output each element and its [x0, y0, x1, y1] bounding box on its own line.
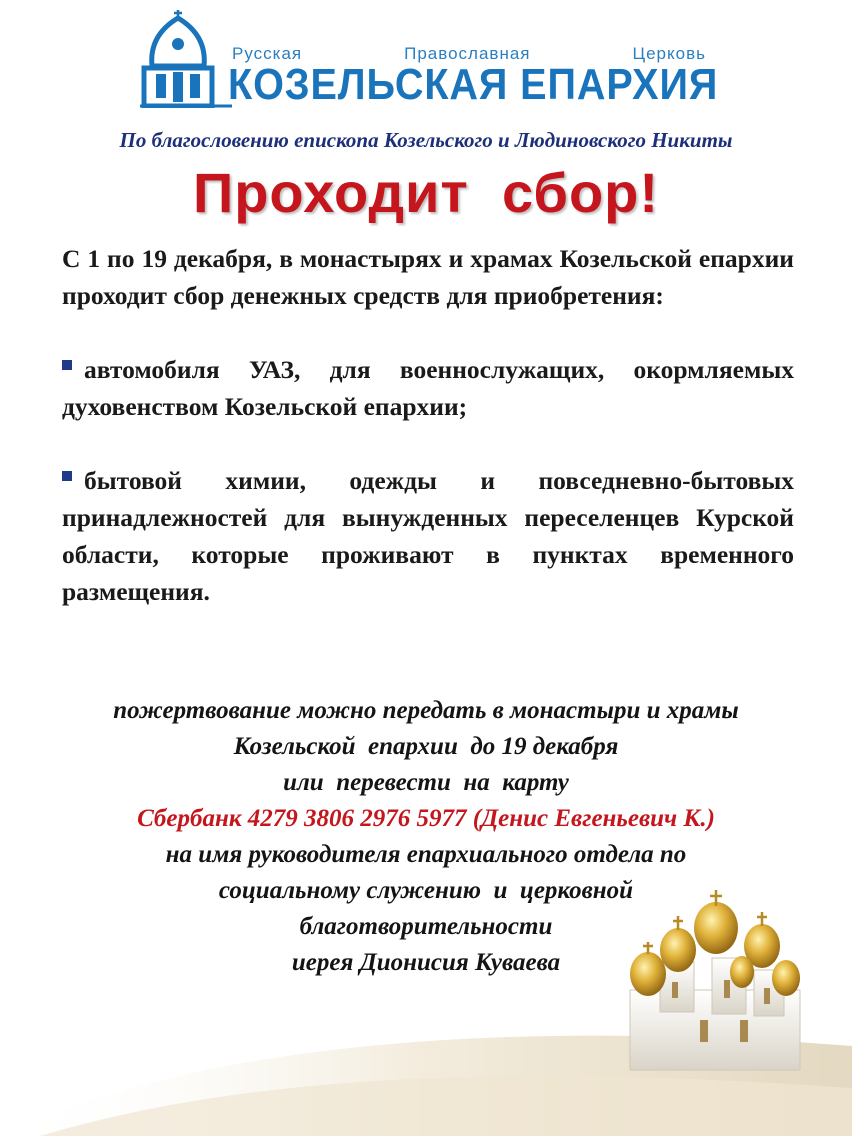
- donation-line: Козельской епархии до 19 декабря: [233, 733, 619, 760]
- page-title: Проходит сбор!: [192, 161, 660, 224]
- church-domes-decoration: [0, 870, 852, 1136]
- bullet-text: бытовой химии, одежды и повседневно-бытовых принадлежностей для вынужденных переселенцев Курской области, которые проживают в пунктах временного размещения.: [62, 466, 794, 606]
- donation-line: социальному служению и церковной: [218, 877, 634, 904]
- donation-line: благотворительности: [299, 913, 553, 940]
- card-number-line: Сбербанк 4279 3806 2976 5977 (Денис Евгеньевич К.): [137, 805, 715, 832]
- intro-paragraph: С 1 по 19 декабря, в монастырях и храмах Козельской епархии проходит сбор денежных средств для приобретения:: [62, 244, 794, 310]
- bullet-square-icon: [62, 471, 72, 481]
- bullet-text: автомобиля УАЗ, для военнослужащих, окормляемых духовенством Козельской епархии;: [62, 355, 794, 421]
- bullet-item: [62, 351, 794, 425]
- donation-line: или перевести на карту: [283, 769, 569, 796]
- diocese-logo: [140, 8, 720, 114]
- blessing-line: По благословению епископа Козельского и Людиновского Никиты: [119, 128, 733, 152]
- bullet-square-icon: [62, 360, 72, 370]
- logo-word: Церковь: [632, 44, 706, 63]
- donation-line: пожертвование можно передать в монастыри и храмы: [113, 697, 739, 724]
- logo-word: Православная: [404, 44, 531, 63]
- announcement-body: [62, 240, 794, 610]
- logo-word: Русская: [232, 44, 303, 63]
- logo-title: КОЗЕЛЬСКАЯ ЕПАРХИЯ: [228, 60, 719, 109]
- bullet-item: [62, 462, 794, 610]
- donation-line: на имя руководителя епархиального отдела по: [165, 841, 687, 868]
- church-emblem-icon: [140, 8, 232, 108]
- donation-line: иерея Дионисия Куваева: [291, 949, 561, 976]
